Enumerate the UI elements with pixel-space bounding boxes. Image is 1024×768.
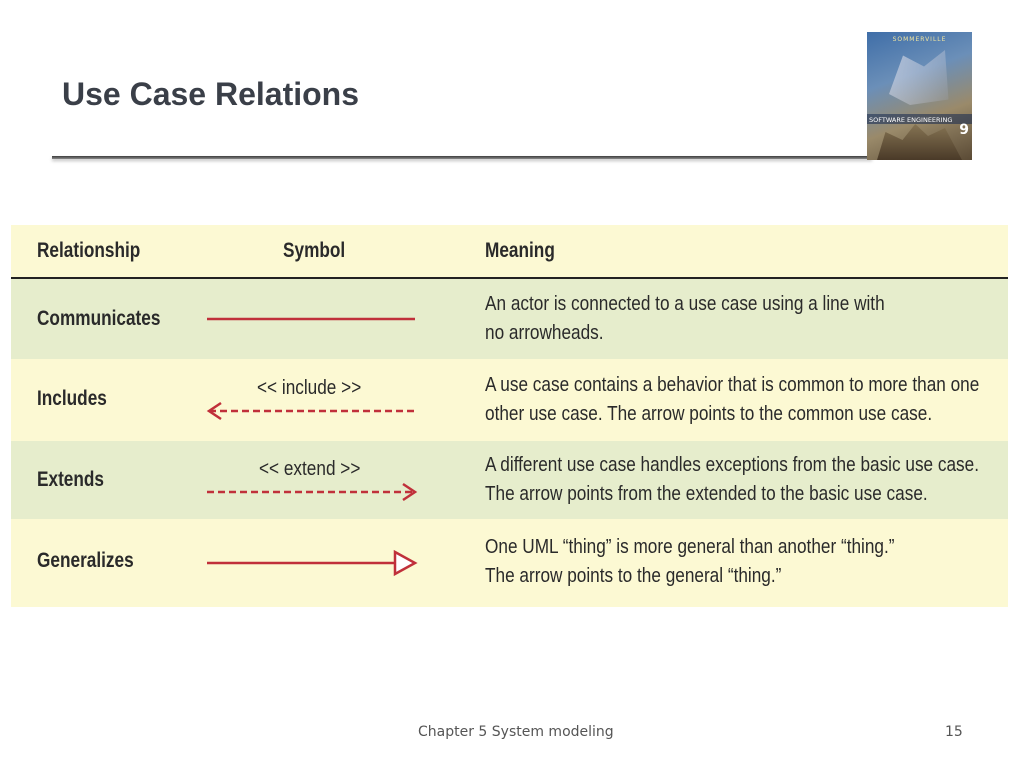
title-divider [52, 156, 872, 159]
extend-arrow-symbol [207, 482, 421, 502]
meaning-line: One UML “thing” is more general than another “thing.” [485, 536, 895, 558]
table-header [11, 225, 1008, 279]
cover-edition: 9 [959, 122, 969, 138]
table-row-includes [11, 359, 1008, 441]
relationship-name: Extends [37, 468, 104, 491]
page-number: 15 [945, 724, 963, 740]
header-symbol: Symbol [283, 239, 346, 262]
extend-stereotype-label: << extend >> [259, 458, 361, 480]
meaning-line: other use case. The arrow points to the common use case. [485, 403, 933, 425]
meaning-line: An actor is connected to a use case using a line with [485, 293, 885, 315]
meaning-line: The arrow points to the general “thing.” [485, 565, 782, 587]
relationship-meaning [485, 533, 1001, 591]
relationship-meaning [485, 451, 1001, 509]
meaning-line: no arrowheads. [485, 322, 604, 344]
meaning-line: A use case contains a behavior that is common to more than one [485, 374, 980, 396]
book-cover-image [867, 32, 972, 160]
relationship-meaning [485, 371, 1001, 429]
association-line-symbol [207, 317, 417, 325]
relationship-name: Includes [37, 387, 107, 410]
cover-author: SOMMERVILLE [892, 36, 947, 43]
cover-building [877, 120, 962, 160]
relationship-name: Communicates [37, 307, 161, 330]
relations-table [11, 225, 1008, 607]
meaning-line: The arrow points from the extended to the basic use case. [485, 483, 928, 505]
relationship-meaning [485, 290, 1001, 348]
relationship-name: Generalizes [37, 549, 134, 572]
cover-graphic [882, 50, 952, 105]
include-stereotype-label: << include >> [257, 377, 362, 399]
meaning-line: A different use case handles exceptions from the basic use case. [485, 454, 980, 476]
header-meaning: Meaning [485, 239, 555, 262]
include-arrow-symbol [205, 401, 419, 421]
header-relationship: Relationship [37, 239, 141, 262]
slide-footer: Chapter 5 System modeling [418, 724, 614, 740]
table-row-extends [11, 441, 1008, 519]
generalization-arrow-symbol [207, 549, 421, 577]
table-row-generalizes [11, 519, 1008, 607]
table-row-communicates [11, 279, 1008, 359]
cover-title: SOFTWARE ENGINEERING [869, 116, 953, 124]
slide-title: Use Case Relations [62, 76, 360, 112]
